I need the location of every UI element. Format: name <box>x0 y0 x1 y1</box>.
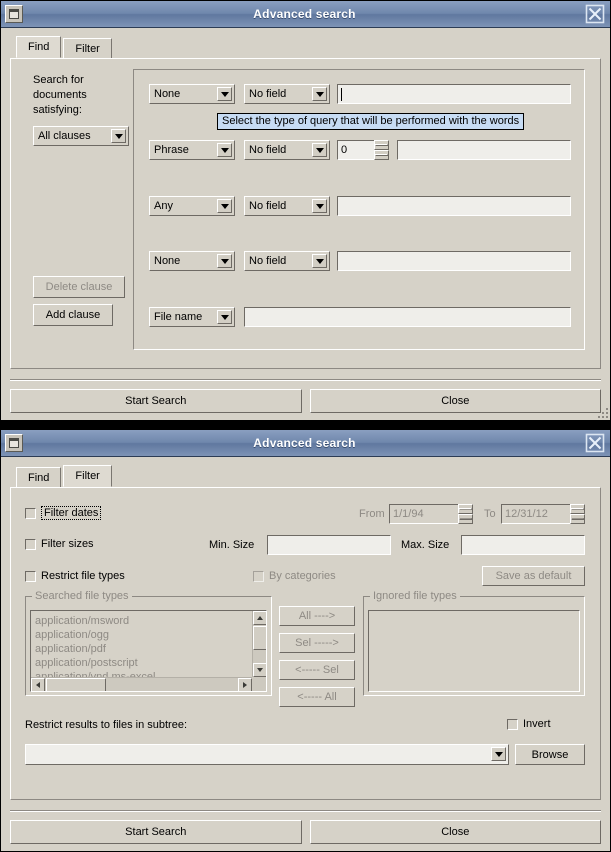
clause-panel <box>133 69 585 350</box>
restrict-file-types-checkbox[interactable] <box>25 570 125 582</box>
divider <box>10 379 601 381</box>
delete-clause-button[interactable]: Delete clause <box>33 276 125 298</box>
chevron-down-icon[interactable] <box>217 310 232 324</box>
close-button[interactable]: Close <box>310 389 602 413</box>
window-restore-icon[interactable] <box>5 434 23 452</box>
clause-type-combo[interactable] <box>149 307 235 327</box>
chevron-down-icon[interactable] <box>312 87 327 101</box>
close-icon[interactable] <box>584 3 606 25</box>
window-restore-icon[interactable] <box>5 5 23 23</box>
subtree-label: Restrict results to files in subtree: <box>25 719 188 731</box>
move-sel-left-button[interactable]: <----- Sel <box>279 660 355 680</box>
by-categories-label: By categories <box>269 570 336 582</box>
max-size-input[interactable] <box>461 535 585 555</box>
clause-text-input[interactable] <box>397 140 571 160</box>
vertical-scrollbar[interactable] <box>252 611 266 677</box>
restrict-file-types-label: Restrict file types <box>41 570 125 582</box>
find-body <box>1 28 610 420</box>
chevron-down-icon[interactable] <box>111 129 126 143</box>
window-title: Advanced search <box>253 7 356 21</box>
close-icon[interactable] <box>584 432 606 454</box>
stepper-up-icon[interactable] <box>570 504 585 514</box>
stepper-down-icon[interactable] <box>374 150 389 160</box>
tabstrip-filter <box>16 465 601 487</box>
scrollbar-corner <box>252 677 266 691</box>
find-tab-panel <box>10 58 601 369</box>
stepper-up-icon[interactable] <box>374 140 389 150</box>
tab-find[interactable]: Find <box>16 36 61 58</box>
stepper-down-icon[interactable] <box>570 514 585 524</box>
clause-text-input[interactable] <box>337 196 571 216</box>
action-bar <box>10 820 601 844</box>
ignored-file-types-list[interactable] <box>368 610 580 692</box>
clause-field-combo[interactable] <box>244 196 330 216</box>
clause-type-combo[interactable] <box>149 84 235 104</box>
move-all-left-button[interactable]: <----- All <box>279 687 355 707</box>
start-search-button[interactable]: Start Search <box>10 389 302 413</box>
checkbox-box[interactable] <box>25 539 36 550</box>
tab-find[interactable]: Find <box>16 467 61 488</box>
move-sel-right-button[interactable]: Sel -----> <box>279 633 355 653</box>
clause-type-combo[interactable] <box>149 196 235 216</box>
horizontal-scrollbar[interactable] <box>31 677 252 691</box>
filter-dates-checkbox[interactable] <box>25 506 101 520</box>
divider <box>10 810 601 812</box>
date-from-stepper[interactable] <box>389 504 473 524</box>
action-bar <box>10 389 601 413</box>
text-caret <box>341 88 342 101</box>
clause-field-value: No field <box>249 88 287 100</box>
clause-field-value: No field <box>249 144 287 156</box>
tab-filter[interactable]: Filter <box>63 465 111 487</box>
clauses-combo-value: All clauses <box>38 130 91 142</box>
list-item[interactable]: application/pdf <box>35 643 106 655</box>
clause-text-input[interactable] <box>337 84 571 104</box>
list-item[interactable]: application/ogg <box>35 629 110 641</box>
advanced-search-window-filter <box>0 429 611 852</box>
chevron-down-icon[interactable] <box>312 254 327 268</box>
invert-checkbox[interactable] <box>507 718 551 730</box>
window-title: Advanced search <box>253 436 356 450</box>
by-categories-checkbox[interactable] <box>253 570 336 582</box>
date-to-stepper[interactable] <box>501 504 585 524</box>
close-button[interactable]: Close <box>310 820 602 844</box>
clause-type-combo[interactable] <box>149 140 235 160</box>
clause-field-value: No field <box>249 255 287 267</box>
searched-file-types-title: Searched file types <box>32 590 132 602</box>
save-as-default-button[interactable]: Save as default <box>482 566 585 586</box>
scroll-left-icon[interactable] <box>31 678 45 692</box>
invert-label: Invert <box>523 718 551 730</box>
date-from-value: 1/1/94 <box>389 504 458 524</box>
query-type-tooltip: Select the type of query that will be performed with the words <box>217 113 524 130</box>
filter-dates-label: Filter dates <box>41 506 101 520</box>
clause-field-value: No field <box>249 200 287 212</box>
checkbox-box[interactable] <box>253 571 264 582</box>
filter-body <box>1 457 610 851</box>
clause-field-combo[interactable] <box>244 140 330 160</box>
clause-field-combo[interactable] <box>244 84 330 104</box>
list-item[interactable]: application/msword <box>35 615 130 627</box>
clause-type-value: None <box>154 255 181 267</box>
titlebar-filter[interactable] <box>1 430 610 457</box>
date-to-value: 12/31/12 <box>501 504 570 524</box>
stepper-down-icon[interactable] <box>458 514 473 524</box>
proximity-value: 0 <box>337 140 374 160</box>
search-for-label: Search for documents satisfying: <box>33 74 87 116</box>
to-label: To <box>484 508 496 520</box>
clauses-combo[interactable] <box>33 126 129 146</box>
subtree-path-combo[interactable] <box>25 744 509 765</box>
chevron-down-icon[interactable] <box>217 199 232 213</box>
checkbox-box[interactable] <box>25 571 36 582</box>
checkbox-box[interactable] <box>25 508 36 519</box>
max-size-label: Max. Size <box>401 539 450 551</box>
clause-text-input[interactable] <box>244 307 571 327</box>
ignored-file-types-title: Ignored file types <box>370 590 460 602</box>
titlebar-find[interactable] <box>1 1 610 28</box>
scroll-down-icon[interactable] <box>253 663 267 677</box>
move-all-right-button[interactable]: All ----> <box>279 606 355 626</box>
scroll-right-icon[interactable] <box>238 678 252 692</box>
checkbox-box[interactable] <box>507 719 518 730</box>
browse-button[interactable]: Browse <box>515 744 585 765</box>
chevron-down-icon[interactable] <box>312 199 327 213</box>
stepper-up-icon[interactable] <box>458 504 473 514</box>
resize-grip[interactable] <box>594 404 608 418</box>
clause-type-value: Any <box>154 200 173 212</box>
clause-type-value: None <box>154 88 181 100</box>
min-size-label: Min. Size <box>209 539 255 551</box>
clause-text-input[interactable] <box>337 251 571 271</box>
tab-filter[interactable]: Filter <box>63 38 111 59</box>
from-label: From <box>359 508 385 520</box>
scroll-thumb[interactable] <box>46 678 106 692</box>
filter-sizes-checkbox[interactable] <box>25 538 94 550</box>
min-size-input[interactable] <box>267 535 391 555</box>
search-for-block <box>33 73 129 146</box>
chevron-down-icon[interactable] <box>217 254 232 268</box>
scroll-up-icon[interactable] <box>253 611 267 625</box>
filter-tab-panel <box>10 487 601 800</box>
start-search-button[interactable]: Start Search <box>10 820 302 844</box>
clause-field-combo[interactable] <box>244 251 330 271</box>
chevron-down-icon[interactable] <box>217 143 232 157</box>
scroll-thumb[interactable] <box>253 626 267 650</box>
chevron-down-icon[interactable] <box>217 87 232 101</box>
chevron-down-icon[interactable] <box>312 143 327 157</box>
tabstrip-find <box>16 36 601 58</box>
filter-sizes-label: Filter sizes <box>41 538 94 550</box>
advanced-search-window-find <box>0 0 611 421</box>
chevron-down-icon[interactable] <box>491 747 506 761</box>
searched-file-types-list[interactable] <box>30 610 267 692</box>
clause-type-value: Phrase <box>154 144 189 156</box>
clause-type-value: File name <box>154 311 203 323</box>
clause-type-combo[interactable] <box>149 251 235 271</box>
proximity-stepper[interactable] <box>337 140 389 160</box>
add-clause-button[interactable]: Add clause <box>33 304 113 326</box>
list-item[interactable]: application/postscript <box>35 657 138 669</box>
